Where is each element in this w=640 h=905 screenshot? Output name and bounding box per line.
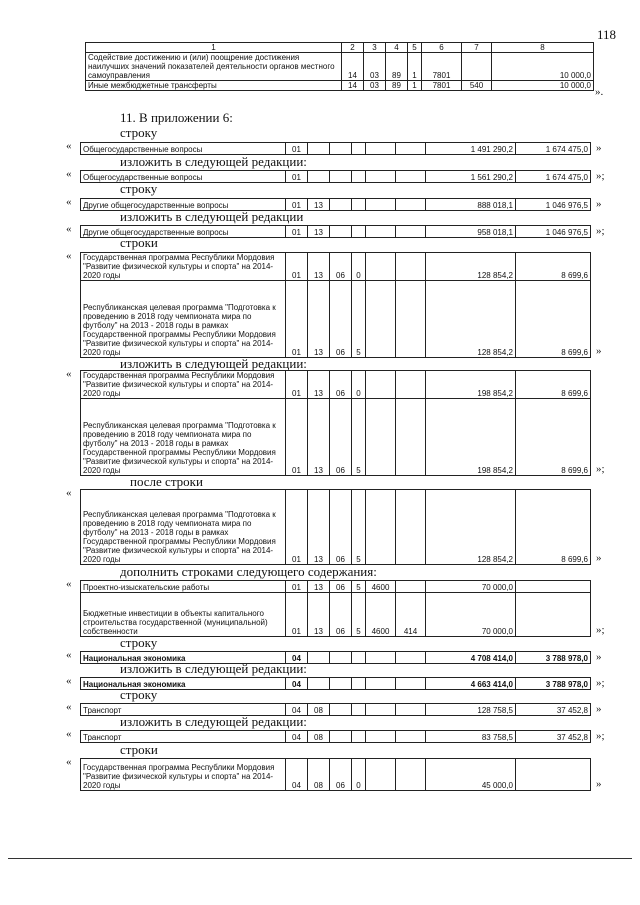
cell: 89 bbox=[386, 81, 408, 91]
header-cell: 3 bbox=[364, 43, 386, 53]
cell-code: 13 bbox=[308, 253, 330, 281]
cell-code: 4600 bbox=[366, 593, 396, 637]
cell-code: 01 bbox=[286, 593, 308, 637]
table-row bbox=[86, 81, 594, 91]
top-table bbox=[85, 42, 594, 91]
cell-code: 04 bbox=[286, 678, 308, 690]
cell-code: 04 bbox=[286, 731, 308, 743]
quote-close: » bbox=[596, 345, 602, 357]
quote-open: « bbox=[66, 223, 72, 235]
cell-code bbox=[330, 143, 352, 155]
table-row bbox=[81, 281, 591, 358]
cell: 89 bbox=[386, 53, 408, 81]
instruction-izlozhit-sled-nocolon: изложить в следующей редакции bbox=[120, 209, 304, 224]
cell-code bbox=[396, 581, 426, 593]
cell-code bbox=[366, 490, 396, 565]
cell-code: 13 bbox=[308, 226, 330, 238]
table-row bbox=[81, 143, 591, 155]
amendment-table bbox=[80, 252, 591, 358]
cell-name: Транспорт bbox=[81, 731, 286, 743]
cell-code: 06 bbox=[330, 281, 352, 358]
cell-code bbox=[366, 226, 396, 238]
quote-open: « bbox=[66, 140, 72, 152]
cell-amount bbox=[516, 593, 591, 637]
cell-code bbox=[396, 253, 426, 281]
cell: 540 bbox=[462, 81, 492, 91]
cell-amount: 3 788 978,0 bbox=[516, 678, 591, 690]
table-row bbox=[81, 399, 591, 476]
cell-amount: 70 000,0 bbox=[426, 581, 516, 593]
cell-code bbox=[366, 704, 396, 716]
cell-code: 0 bbox=[352, 371, 366, 399]
table-row bbox=[81, 490, 591, 565]
table-row bbox=[81, 593, 591, 637]
cell-code bbox=[330, 226, 352, 238]
cell-code bbox=[352, 678, 366, 690]
cell-amount: 10 000,0 bbox=[492, 81, 594, 91]
cell-code: 01 bbox=[286, 253, 308, 281]
cell-code: 01 bbox=[286, 199, 308, 211]
instruction-izlozhit-sled: изложить в следующей редакции: bbox=[120, 356, 307, 371]
cell-code bbox=[352, 731, 366, 743]
section-title: 11. В приложении 6: bbox=[120, 110, 233, 125]
cell-code bbox=[396, 281, 426, 358]
instruction-izlozhit-sled: изложить в следующей редакции: bbox=[120, 661, 307, 676]
cell-code bbox=[366, 281, 396, 358]
cell-code bbox=[352, 171, 366, 183]
cell-code: 04 bbox=[286, 759, 308, 791]
cell-amount: 958 018,1 bbox=[426, 226, 516, 238]
cell-code bbox=[396, 490, 426, 565]
cell-name: Республиканская целевая программа "Подготовка к проведению в 2018 году чемпионата мира по футболу" на 2013 - 2018 годы в рамках Государственной программы Республики Мордовия "Развитие физической культуры и спорта" на 2014-2020 годы bbox=[81, 490, 286, 565]
table-row bbox=[81, 253, 591, 281]
cell-code: 5 bbox=[352, 593, 366, 637]
cell-code: 13 bbox=[308, 581, 330, 593]
cell-code bbox=[308, 652, 330, 664]
cell-code: 08 bbox=[308, 704, 330, 716]
instruction-stroku: строку bbox=[120, 687, 158, 702]
cell-name: Республиканская целевая программа "Подготовка к проведению в 2018 году чемпионата мира по футболу" на 2013 - 2018 годы в рамках Государственной программы Республики Мордовия "Развитие физической культуры и спорта" на 2014-2020 годы bbox=[81, 399, 286, 476]
cell-amount: 3 788 978,0 bbox=[516, 652, 591, 664]
quote-close: » bbox=[596, 142, 602, 154]
cell-code bbox=[352, 226, 366, 238]
cell-code: 5 bbox=[352, 490, 366, 565]
table-row bbox=[81, 581, 591, 593]
page-separator bbox=[8, 858, 632, 859]
quote-open: « bbox=[66, 168, 72, 180]
cell-name: Содействие достижению и (или) поощрение достижения наилучших значений показателей деятельности органов местного самоуправления bbox=[86, 53, 342, 81]
header-cell: 8 bbox=[492, 43, 594, 53]
cell-amount: 128 854,2 bbox=[426, 253, 516, 281]
cell-amount: 4 708 414,0 bbox=[426, 652, 516, 664]
cell-code bbox=[366, 171, 396, 183]
cell-code bbox=[396, 143, 426, 155]
cell-code: 06 bbox=[330, 371, 352, 399]
cell-code: 01 bbox=[286, 371, 308, 399]
quote-close: »; bbox=[596, 463, 605, 475]
cell-code: 01 bbox=[286, 226, 308, 238]
table-row bbox=[81, 759, 591, 791]
header-cell: 1 bbox=[86, 43, 342, 53]
cell-code bbox=[330, 652, 352, 664]
cell-amount: 8 699,6 bbox=[516, 399, 591, 476]
cell-code bbox=[308, 171, 330, 183]
cell-code: 06 bbox=[330, 253, 352, 281]
cell-name: Национальная экономика bbox=[81, 652, 286, 664]
cell-code: 06 bbox=[330, 759, 352, 791]
header-cell: 4 bbox=[386, 43, 408, 53]
cell-code bbox=[396, 399, 426, 476]
cell-code bbox=[366, 652, 396, 664]
cell-name: Другие общегосударственные вопросы bbox=[81, 226, 286, 238]
cell-name: Государственная программа Республики Мордовия "Развитие физической культуры и спорта" на 2014-2020 годы bbox=[81, 759, 286, 791]
table-row bbox=[81, 171, 591, 183]
instruction-stroki: строки bbox=[120, 235, 158, 250]
cell-code bbox=[396, 678, 426, 690]
quote-open: « bbox=[66, 756, 72, 768]
cell-code bbox=[330, 731, 352, 743]
instruction-izlozhit-sled: изложить в следующей редакции: bbox=[120, 714, 307, 729]
top-table-header bbox=[86, 43, 594, 53]
cell-code bbox=[352, 652, 366, 664]
quote-open: « bbox=[66, 675, 72, 687]
cell-code bbox=[308, 678, 330, 690]
cell-code: 414 bbox=[396, 593, 426, 637]
cell-code bbox=[396, 759, 426, 791]
cell: 14 bbox=[342, 81, 364, 91]
cell-name: Бюджетные инвестиции в объекты капитального строительства государственной (муниципальной) собственности bbox=[81, 593, 286, 637]
cell-amount: 198 854,2 bbox=[426, 399, 516, 476]
cell-code bbox=[396, 704, 426, 716]
cell-amount: 1 674 475,0 bbox=[516, 171, 591, 183]
cell-code bbox=[352, 199, 366, 211]
page-number: 118 bbox=[596, 27, 616, 42]
cell-code: 5 bbox=[352, 281, 366, 358]
cell-amount: 128 854,2 bbox=[426, 490, 516, 565]
cell: 1 bbox=[408, 81, 422, 91]
quote-open: « bbox=[66, 487, 72, 499]
quote-close: »; bbox=[596, 225, 605, 237]
cell-code: 13 bbox=[308, 399, 330, 476]
quote-open: « bbox=[66, 368, 72, 380]
header-cell: 2 bbox=[342, 43, 364, 53]
cell-code bbox=[366, 371, 396, 399]
quote-close: » bbox=[596, 778, 602, 790]
cell-amount: 37 452,8 bbox=[516, 731, 591, 743]
cell-name: Республиканская целевая программа "Подготовка к проведению в 2018 году чемпионата мира по футболу" на 2013 - 2018 годы в рамках Государственной программы Республики Мордовия "Развитие физической культуры и спорта" на 2014-2020 годы bbox=[81, 281, 286, 358]
cell: 14 bbox=[342, 53, 364, 81]
cell-code bbox=[352, 704, 366, 716]
cell-code bbox=[366, 731, 396, 743]
cell-code: 01 bbox=[286, 281, 308, 358]
cell-code bbox=[366, 678, 396, 690]
cell-code bbox=[366, 199, 396, 211]
cell: 03 bbox=[364, 53, 386, 81]
amendment-table bbox=[80, 580, 591, 637]
instruction-stroku: строку bbox=[120, 181, 158, 196]
cell-code bbox=[396, 199, 426, 211]
cell-code: 5 bbox=[352, 399, 366, 476]
cell-name: Национальная экономика bbox=[81, 678, 286, 690]
header-cell: 5 bbox=[408, 43, 422, 53]
cell-amount: 8 699,6 bbox=[516, 490, 591, 565]
cell-code bbox=[330, 678, 352, 690]
cell: 7801 bbox=[422, 53, 462, 81]
cell-code bbox=[396, 731, 426, 743]
quote-close: ». bbox=[595, 86, 604, 98]
quote-open: « bbox=[66, 701, 72, 713]
cell-amount: 1 561 290,2 bbox=[426, 171, 516, 183]
cell-amount: 1 674 475,0 bbox=[516, 143, 591, 155]
cell-code: 13 bbox=[308, 199, 330, 211]
quote-open: « bbox=[66, 196, 72, 208]
cell-amount: 8 699,6 bbox=[516, 371, 591, 399]
cell-code: 01 bbox=[286, 581, 308, 593]
cell-code bbox=[396, 226, 426, 238]
cell: 7801 bbox=[422, 81, 462, 91]
cell-code: 06 bbox=[330, 399, 352, 476]
table-row bbox=[81, 371, 591, 399]
instruction-stroki: строки bbox=[120, 742, 158, 757]
quote-open: « bbox=[66, 250, 72, 262]
cell-name: Транспорт bbox=[81, 704, 286, 716]
cell-name: Проектно-изыскательские работы bbox=[81, 581, 286, 593]
cell-amount: 128 758,5 bbox=[426, 704, 516, 716]
cell-amount: 83 758,5 bbox=[426, 731, 516, 743]
cell-code bbox=[366, 253, 396, 281]
cell-code: 08 bbox=[308, 759, 330, 791]
cell-code bbox=[352, 143, 366, 155]
instruction-stroku: строку bbox=[120, 125, 158, 140]
instruction-dopolnit: дополнить строками следующего содержания: bbox=[120, 564, 377, 579]
cell-amount: 45 000,0 bbox=[426, 759, 516, 791]
cell-code: 13 bbox=[308, 281, 330, 358]
cell-code: 08 bbox=[308, 731, 330, 743]
cell-amount: 1 046 976,5 bbox=[516, 199, 591, 211]
cell-code: 06 bbox=[330, 593, 352, 637]
quote-close: »; bbox=[596, 730, 605, 742]
cell-code: 04 bbox=[286, 652, 308, 664]
cell-amount: 1 491 290,2 bbox=[426, 143, 516, 155]
quote-close: » bbox=[596, 651, 602, 663]
cell bbox=[462, 53, 492, 81]
cell-name: Государственная программа Республики Мордовия "Развитие физической культуры и спорта" на 2014-2020 годы bbox=[81, 371, 286, 399]
cell-amount bbox=[516, 759, 591, 791]
cell-code bbox=[330, 704, 352, 716]
cell-code: 13 bbox=[308, 593, 330, 637]
cell-code: 0 bbox=[352, 253, 366, 281]
amendment-table bbox=[80, 489, 591, 565]
cell-amount: 70 000,0 bbox=[426, 593, 516, 637]
cell-name: Общегосударственные вопросы bbox=[81, 143, 286, 155]
instruction-stroku: строку bbox=[120, 635, 158, 650]
cell-code bbox=[396, 371, 426, 399]
quote-close: »; bbox=[596, 170, 605, 182]
quote-open: « bbox=[66, 649, 72, 661]
cell: 03 bbox=[364, 81, 386, 91]
cell-code bbox=[330, 171, 352, 183]
cell-code: 06 bbox=[330, 490, 352, 565]
cell-name: Общегосударственные вопросы bbox=[81, 171, 286, 183]
cell-code bbox=[366, 759, 396, 791]
cell-code: 5 bbox=[352, 581, 366, 593]
quote-close: » bbox=[596, 552, 602, 564]
quote-open: « bbox=[66, 578, 72, 590]
cell-amount: 128 854,2 bbox=[426, 281, 516, 358]
cell-code: 0 bbox=[352, 759, 366, 791]
cell-code bbox=[396, 171, 426, 183]
cell-amount: 888 018,1 bbox=[426, 199, 516, 211]
cell-amount: 10 000,0 bbox=[492, 53, 594, 81]
cell-code bbox=[396, 652, 426, 664]
cell-amount: 8 699,6 bbox=[516, 253, 591, 281]
cell-code: 01 bbox=[286, 399, 308, 476]
cell-name: Государственная программа Республики Мордовия "Развитие физической культуры и спорта" на 2014-2020 годы bbox=[81, 253, 286, 281]
cell-code: 06 bbox=[330, 581, 352, 593]
cell-amount: 4 663 414,0 bbox=[426, 678, 516, 690]
cell-code: 01 bbox=[286, 171, 308, 183]
cell-code: 13 bbox=[308, 490, 330, 565]
quote-close: »; bbox=[596, 624, 605, 636]
cell: 1 bbox=[408, 53, 422, 81]
cell-amount: 8 699,6 bbox=[516, 281, 591, 358]
cell-code bbox=[330, 199, 352, 211]
table-row bbox=[86, 53, 594, 81]
quote-close: » bbox=[596, 198, 602, 210]
cell-name: Иные межбюджетные трансферты bbox=[86, 81, 342, 91]
amendment-table bbox=[80, 370, 591, 476]
cell-code bbox=[308, 143, 330, 155]
cell-amount: 37 452,8 bbox=[516, 704, 591, 716]
cell-code bbox=[366, 399, 396, 476]
header-cell: 7 bbox=[462, 43, 492, 53]
instruction-posle-stroki: после строки bbox=[130, 474, 203, 489]
cell-code: 13 bbox=[308, 371, 330, 399]
cell-name: Другие общегосударственные вопросы bbox=[81, 199, 286, 211]
quote-close: » bbox=[596, 703, 602, 715]
quote-open: « bbox=[66, 728, 72, 740]
cell-code bbox=[366, 143, 396, 155]
cell-amount: 198 854,2 bbox=[426, 371, 516, 399]
cell-amount: 1 046 976,5 bbox=[516, 226, 591, 238]
cell-code: 4600 bbox=[366, 581, 396, 593]
instruction-izlozhit-sled: изложить в следующей редакции: bbox=[120, 154, 307, 169]
cell-code: 01 bbox=[286, 490, 308, 565]
cell-code: 04 bbox=[286, 704, 308, 716]
amendment-table bbox=[80, 758, 591, 791]
cell-amount bbox=[516, 581, 591, 593]
quote-close: »; bbox=[596, 677, 605, 689]
cell-code: 01 bbox=[286, 143, 308, 155]
table-row bbox=[81, 731, 591, 743]
header-cell: 6 bbox=[422, 43, 462, 53]
